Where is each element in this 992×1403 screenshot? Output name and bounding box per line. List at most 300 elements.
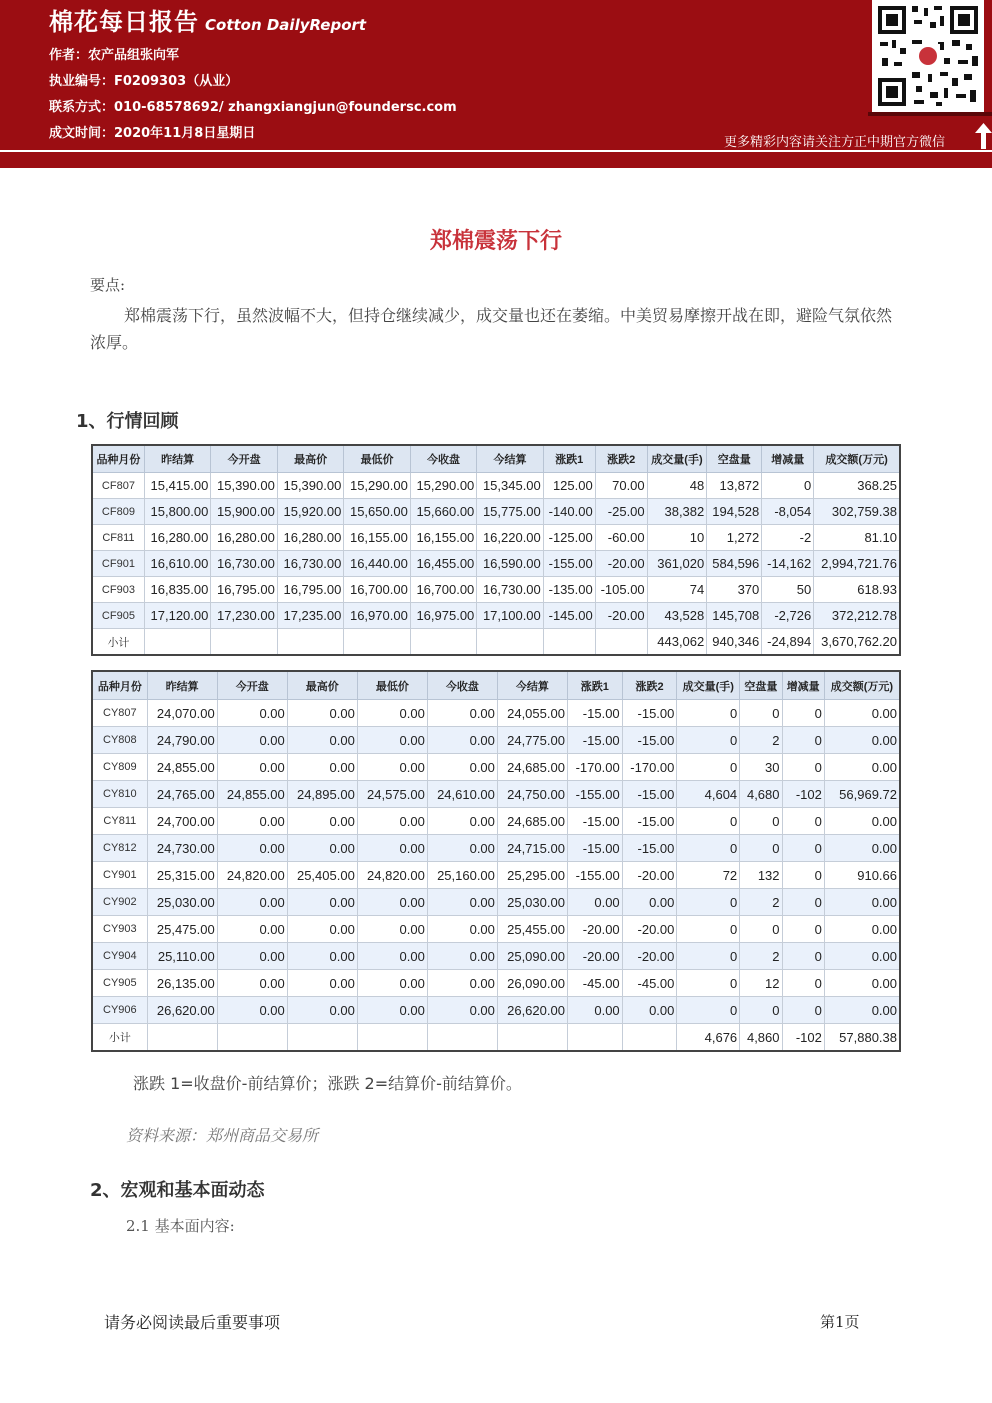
value-cell: -20.00	[595, 603, 647, 629]
value-cell: 16,220.00	[477, 525, 543, 551]
column-header: 空盘量	[707, 445, 762, 473]
value-cell: 0.00	[427, 835, 497, 862]
keypoints-body: 郑棉震荡下行，虽然波幅不大，但持仓继续减少，成交量也还在萎缩。中美贸易摩擦开战在即，避险气氛依然浓厚。	[90, 306, 893, 352]
value-cell	[287, 1024, 357, 1052]
value-cell: 0	[677, 997, 740, 1024]
value-cell: 16,155.00	[344, 525, 410, 551]
value-cell: -20.00	[622, 862, 677, 889]
value-cell: 15,290.00	[410, 473, 476, 499]
value-cell: 25,110.00	[147, 943, 217, 970]
value-cell: 0.00	[217, 970, 287, 997]
contract-cell: CY808	[92, 727, 147, 754]
value-cell	[344, 629, 410, 656]
value-cell: 0.00	[427, 943, 497, 970]
value-cell: 13,872	[707, 473, 762, 499]
table-row	[92, 862, 900, 889]
value-cell: 443,062	[647, 629, 707, 656]
value-cell: 43,528	[647, 603, 707, 629]
value-cell: 0.00	[824, 835, 900, 862]
value-cell: 10	[647, 525, 707, 551]
value-cell: 72	[677, 862, 740, 889]
value-cell: 24,730.00	[147, 835, 217, 862]
value-cell: 0.00	[217, 997, 287, 1024]
value-cell: 15,900.00	[211, 499, 277, 525]
column-header: 最低价	[357, 671, 427, 700]
value-cell: 15,660.00	[410, 499, 476, 525]
value-cell: 4,680	[740, 781, 782, 808]
value-cell: 57,880.38	[824, 1024, 900, 1052]
value-cell: 0.00	[357, 808, 427, 835]
contract-cell: CF811	[92, 525, 144, 551]
contract-cell: CY811	[92, 808, 147, 835]
value-cell	[147, 1024, 217, 1052]
value-cell: -15.00	[622, 700, 677, 727]
value-cell: -20.00	[622, 916, 677, 943]
value-cell: 15,390.00	[211, 473, 277, 499]
value-cell: -135.00	[543, 577, 595, 603]
value-cell: 0.00	[824, 700, 900, 727]
value-cell: 25,315.00	[147, 862, 217, 889]
value-cell: -15.00	[622, 835, 677, 862]
value-cell: 0.00	[427, 970, 497, 997]
value-cell: 24,610.00	[427, 781, 497, 808]
value-cell: 0	[782, 889, 824, 916]
column-header: 增减量	[762, 445, 814, 473]
value-cell	[543, 629, 595, 656]
value-cell: 2	[740, 889, 782, 916]
value-cell: -8,054	[762, 499, 814, 525]
value-cell: -125.00	[543, 525, 595, 551]
value-cell: 0.00	[824, 727, 900, 754]
column-header: 品种月份	[92, 445, 144, 473]
value-cell: 0.00	[287, 808, 357, 835]
value-cell: 16,700.00	[344, 577, 410, 603]
value-cell: 368.25	[814, 473, 900, 499]
value-cell: 24,685.00	[497, 808, 567, 835]
value-cell: 0.00	[287, 727, 357, 754]
value-cell: 0.00	[824, 808, 900, 835]
value-cell: 50	[762, 577, 814, 603]
value-cell: 12	[740, 970, 782, 997]
value-cell: 125.00	[543, 473, 595, 499]
value-cell: 16,455.00	[410, 551, 476, 577]
value-cell: 0	[782, 916, 824, 943]
value-cell: 0.00	[287, 997, 357, 1024]
value-cell: 302,759.38	[814, 499, 900, 525]
value-cell: 30	[740, 754, 782, 781]
value-cell: -15.00	[622, 781, 677, 808]
value-cell: 24,820.00	[357, 862, 427, 889]
value-cell: 0	[782, 727, 824, 754]
value-cell: -102	[782, 1024, 824, 1052]
value-cell	[410, 629, 476, 656]
table-header-row	[92, 671, 900, 700]
contract-cell: CF809	[92, 499, 144, 525]
report-title-cn: 棉花每日报告	[49, 8, 199, 36]
value-cell: 24,685.00	[497, 754, 567, 781]
value-cell: 25,030.00	[147, 889, 217, 916]
table-row	[92, 700, 900, 727]
value-cell: 0	[782, 754, 824, 781]
column-header: 成交额(万元)	[824, 671, 900, 700]
qr-shadow	[868, 112, 992, 116]
value-cell: 0.00	[357, 889, 427, 916]
value-cell: 0.00	[824, 943, 900, 970]
contract-cell: CY904	[92, 943, 147, 970]
column-header: 成交量(手)	[677, 671, 740, 700]
column-header: 品种月份	[92, 671, 147, 700]
value-cell: -155.00	[543, 551, 595, 577]
contract-cell: CY901	[92, 862, 147, 889]
value-cell: -15.00	[567, 727, 622, 754]
value-cell: 0	[782, 970, 824, 997]
value-cell: 16,700.00	[410, 577, 476, 603]
value-cell: 26,620.00	[497, 997, 567, 1024]
contract-cell: 小计	[92, 629, 144, 656]
table-row	[92, 473, 900, 499]
up-arrow-icon	[975, 123, 992, 149]
value-cell	[357, 1024, 427, 1052]
value-cell: 74	[647, 577, 707, 603]
value-cell: 56,969.72	[824, 781, 900, 808]
value-cell: -102	[782, 781, 824, 808]
value-cell: 0.00	[287, 835, 357, 862]
value-cell: -20.00	[622, 943, 677, 970]
value-cell: 0	[740, 700, 782, 727]
value-cell: 0.00	[217, 700, 287, 727]
date-line: 成文时间：2020年11月8日星期日	[49, 126, 256, 141]
table-row	[92, 835, 900, 862]
value-cell: -15.00	[567, 700, 622, 727]
value-cell: 0	[677, 970, 740, 997]
value-cell: 0	[677, 808, 740, 835]
contract-cell: CY810	[92, 781, 147, 808]
value-cell: 25,090.00	[497, 943, 567, 970]
value-cell: 0.00	[357, 943, 427, 970]
value-cell: 372,212.78	[814, 603, 900, 629]
value-cell: 0	[677, 943, 740, 970]
value-cell: 24,070.00	[147, 700, 217, 727]
value-cell: 24,855.00	[147, 754, 217, 781]
column-header: 昨结算	[147, 671, 217, 700]
value-cell: 48	[647, 473, 707, 499]
value-cell: 361,020	[647, 551, 707, 577]
value-cell: 0.00	[824, 997, 900, 1024]
value-cell	[595, 629, 647, 656]
table-row	[92, 781, 900, 808]
value-cell: 0.00	[427, 889, 497, 916]
value-cell: 24,775.00	[497, 727, 567, 754]
value-cell: 16,975.00	[410, 603, 476, 629]
value-cell: 0.00	[824, 754, 900, 781]
value-cell: 24,750.00	[497, 781, 567, 808]
value-cell: 16,440.00	[344, 551, 410, 577]
column-header: 成交量(手)	[647, 445, 707, 473]
value-cell: 0.00	[622, 889, 677, 916]
value-cell: 0	[740, 835, 782, 862]
contract-cell: CF903	[92, 577, 144, 603]
value-cell: -170.00	[622, 754, 677, 781]
value-cell: 38,382	[647, 499, 707, 525]
value-cell: 0	[782, 997, 824, 1024]
value-cell: -45.00	[622, 970, 677, 997]
contract-cell: CY905	[92, 970, 147, 997]
value-cell: 2,994,721.76	[814, 551, 900, 577]
table-row	[92, 499, 900, 525]
column-header: 涨跌1	[567, 671, 622, 700]
value-cell: 24,765.00	[147, 781, 217, 808]
value-cell	[477, 629, 543, 656]
value-cell: 24,055.00	[497, 700, 567, 727]
value-cell: 0.00	[217, 727, 287, 754]
contract-cell: CF901	[92, 551, 144, 577]
contract-cell: CF905	[92, 603, 144, 629]
table-row	[92, 577, 900, 603]
value-cell: 0.00	[287, 943, 357, 970]
value-cell: 15,800.00	[144, 499, 210, 525]
value-cell: 0.00	[217, 754, 287, 781]
value-cell	[217, 1024, 287, 1052]
value-cell	[622, 1024, 677, 1052]
footer-disclaimer: 请务必阅读最后重要事项	[104, 1313, 281, 1332]
value-cell	[427, 1024, 497, 1052]
value-cell: 0.00	[287, 754, 357, 781]
contract-cell: CY812	[92, 835, 147, 862]
value-cell: 25,405.00	[287, 862, 357, 889]
value-cell: -155.00	[567, 862, 622, 889]
value-cell: 24,820.00	[217, 862, 287, 889]
value-cell: 0.00	[217, 835, 287, 862]
value-cell: 132	[740, 862, 782, 889]
value-cell: -140.00	[543, 499, 595, 525]
cy-quotes-table	[91, 670, 901, 1052]
value-cell: 26,090.00	[497, 970, 567, 997]
data-source: 资料来源：郑州商品交易所	[126, 1126, 319, 1145]
value-cell: 0	[782, 943, 824, 970]
value-cell: 26,620.00	[147, 997, 217, 1024]
value-cell: 618.93	[814, 577, 900, 603]
value-cell: 25,295.00	[497, 862, 567, 889]
table-row	[92, 808, 900, 835]
column-header: 成交额(万元)	[814, 445, 900, 473]
value-cell: 25,030.00	[497, 889, 567, 916]
subtotal-row	[92, 1024, 900, 1052]
value-cell: 0	[782, 835, 824, 862]
value-cell: 15,390.00	[277, 473, 343, 499]
value-cell: 15,345.00	[477, 473, 543, 499]
contract-cell: CY906	[92, 997, 147, 1024]
author-line: 作者：农产品组张向军	[49, 48, 180, 63]
value-cell: 17,100.00	[477, 603, 543, 629]
value-cell: 0.00	[357, 727, 427, 754]
value-cell: 24,855.00	[217, 781, 287, 808]
value-cell: 0	[677, 835, 740, 862]
column-header: 今收盘	[427, 671, 497, 700]
value-cell: 2	[740, 943, 782, 970]
column-header: 最高价	[277, 445, 343, 473]
contract-cell: 小计	[92, 1024, 147, 1052]
value-cell: 0.00	[287, 916, 357, 943]
table-row	[92, 916, 900, 943]
table-row	[92, 889, 900, 916]
contract-cell: CF807	[92, 473, 144, 499]
value-cell: 0	[677, 700, 740, 727]
value-cell: 17,230.00	[211, 603, 277, 629]
value-cell: 17,120.00	[144, 603, 210, 629]
value-cell: 15,415.00	[144, 473, 210, 499]
value-cell: 2	[740, 727, 782, 754]
value-cell: 940,346	[707, 629, 762, 656]
value-cell	[144, 629, 210, 656]
value-cell: 25,475.00	[147, 916, 217, 943]
table-row	[92, 997, 900, 1024]
value-cell: 910.66	[824, 862, 900, 889]
table-header-row	[92, 445, 900, 473]
value-cell: -145.00	[543, 603, 595, 629]
value-cell: 0	[740, 808, 782, 835]
value-cell: -25.00	[595, 499, 647, 525]
column-header: 今收盘	[410, 445, 476, 473]
value-cell: 4,604	[677, 781, 740, 808]
follow-wechat-text: 更多精彩内容请关注方正中期官方微信	[724, 135, 946, 150]
report-title-en: Cotton DailyReport	[205, 16, 367, 34]
value-cell: 16,155.00	[410, 525, 476, 551]
column-header: 空盘量	[740, 671, 782, 700]
column-header: 涨跌1	[543, 445, 595, 473]
value-cell: -15.00	[622, 727, 677, 754]
value-cell: 0.00	[824, 970, 900, 997]
value-cell: -20.00	[567, 916, 622, 943]
value-cell: 0.00	[567, 889, 622, 916]
value-cell: 0.00	[824, 889, 900, 916]
table-row	[92, 525, 900, 551]
column-header: 今开盘	[217, 671, 287, 700]
qr-code-icon	[872, 0, 984, 112]
value-cell: -2	[762, 525, 814, 551]
value-cell: -24,894	[762, 629, 814, 656]
article-title: 郑棉震荡下行	[429, 229, 562, 254]
value-cell	[277, 629, 343, 656]
value-cell: 24,715.00	[497, 835, 567, 862]
table-row	[92, 603, 900, 629]
value-cell: 0.00	[357, 970, 427, 997]
value-cell: -14,162	[762, 551, 814, 577]
section-market-review: 1、行情回顾	[76, 411, 179, 432]
value-cell: 0.00	[217, 943, 287, 970]
value-cell: 16,280.00	[277, 525, 343, 551]
value-cell: 584,596	[707, 551, 762, 577]
value-cell: 0	[677, 727, 740, 754]
value-cell: 16,795.00	[277, 577, 343, 603]
value-cell: 0.00	[824, 916, 900, 943]
contract-cell: CY903	[92, 916, 147, 943]
table-row	[92, 970, 900, 997]
value-cell: 4,860	[740, 1024, 782, 1052]
value-cell: 0.00	[287, 970, 357, 997]
value-cell: 25,160.00	[427, 862, 497, 889]
value-cell: 0	[740, 916, 782, 943]
value-cell: 0.00	[427, 700, 497, 727]
value-cell: 0	[782, 808, 824, 835]
value-cell: 0.00	[357, 754, 427, 781]
license-line: 执业编号：F0209303（从业）	[49, 74, 239, 89]
value-cell: 0	[677, 916, 740, 943]
value-cell: 17,235.00	[277, 603, 343, 629]
value-cell: 15,920.00	[277, 499, 343, 525]
value-cell: 15,650.00	[344, 499, 410, 525]
value-cell: -45.00	[567, 970, 622, 997]
contact-line: 联系方式：010-68578692/ zhangxiangjun@foundersc.com	[49, 100, 457, 115]
value-cell: 0.00	[357, 916, 427, 943]
value-cell: 0.00	[357, 835, 427, 862]
value-cell: 16,590.00	[477, 551, 543, 577]
value-cell: 370	[707, 577, 762, 603]
value-cell: 0.00	[217, 889, 287, 916]
value-cell: 194,528	[707, 499, 762, 525]
column-header: 最低价	[344, 445, 410, 473]
value-cell: 0	[762, 473, 814, 499]
value-cell: 3,670,762.20	[814, 629, 900, 656]
table-row	[92, 551, 900, 577]
value-cell: 16,280.00	[144, 525, 210, 551]
table-row	[92, 727, 900, 754]
value-cell: 1,272	[707, 525, 762, 551]
value-cell: 0.00	[427, 997, 497, 1024]
section-macro: 2、宏观和基本面动态	[90, 1180, 265, 1201]
value-cell: -105.00	[595, 577, 647, 603]
value-cell: -15.00	[622, 808, 677, 835]
value-cell: 16,730.00	[477, 577, 543, 603]
value-cell: 25,455.00	[497, 916, 567, 943]
value-cell: -155.00	[567, 781, 622, 808]
value-cell: 16,835.00	[144, 577, 210, 603]
report-title	[49, 2, 366, 37]
value-cell: 0.00	[357, 997, 427, 1024]
value-cell: 24,700.00	[147, 808, 217, 835]
value-cell: 0.00	[217, 916, 287, 943]
value-cell: 0.00	[567, 997, 622, 1024]
column-header: 昨结算	[144, 445, 210, 473]
value-cell: 0.00	[287, 700, 357, 727]
keypoints-heading: 要点:	[90, 276, 126, 294]
value-cell: 0.00	[427, 754, 497, 781]
column-header: 最高价	[287, 671, 357, 700]
page-number: 第1页	[820, 1313, 860, 1331]
contract-cell: CY807	[92, 700, 147, 727]
subsection-fundamentals: 2.1 基本面内容:	[126, 1217, 235, 1235]
value-cell: 81.10	[814, 525, 900, 551]
value-cell: -20.00	[567, 943, 622, 970]
table-row	[92, 943, 900, 970]
value-cell: 16,730.00	[277, 551, 343, 577]
column-header: 增减量	[782, 671, 824, 700]
value-cell: 0	[677, 889, 740, 916]
value-cell: 0.00	[427, 916, 497, 943]
value-cell: 0	[677, 754, 740, 781]
value-cell: -170.00	[567, 754, 622, 781]
contract-cell: CY809	[92, 754, 147, 781]
value-cell: 145,708	[707, 603, 762, 629]
value-cell	[567, 1024, 622, 1052]
header-bottom-band	[0, 152, 992, 168]
value-cell: 0.00	[622, 997, 677, 1024]
column-header: 涨跌2	[622, 671, 677, 700]
table-row	[92, 754, 900, 781]
value-cell: 15,290.00	[344, 473, 410, 499]
value-cell: 26,135.00	[147, 970, 217, 997]
value-cell: 16,730.00	[211, 551, 277, 577]
change-definition-note: 涨跌 1=收盘价-前结算价；涨跌 2=结算价-前结算价。	[133, 1074, 522, 1093]
